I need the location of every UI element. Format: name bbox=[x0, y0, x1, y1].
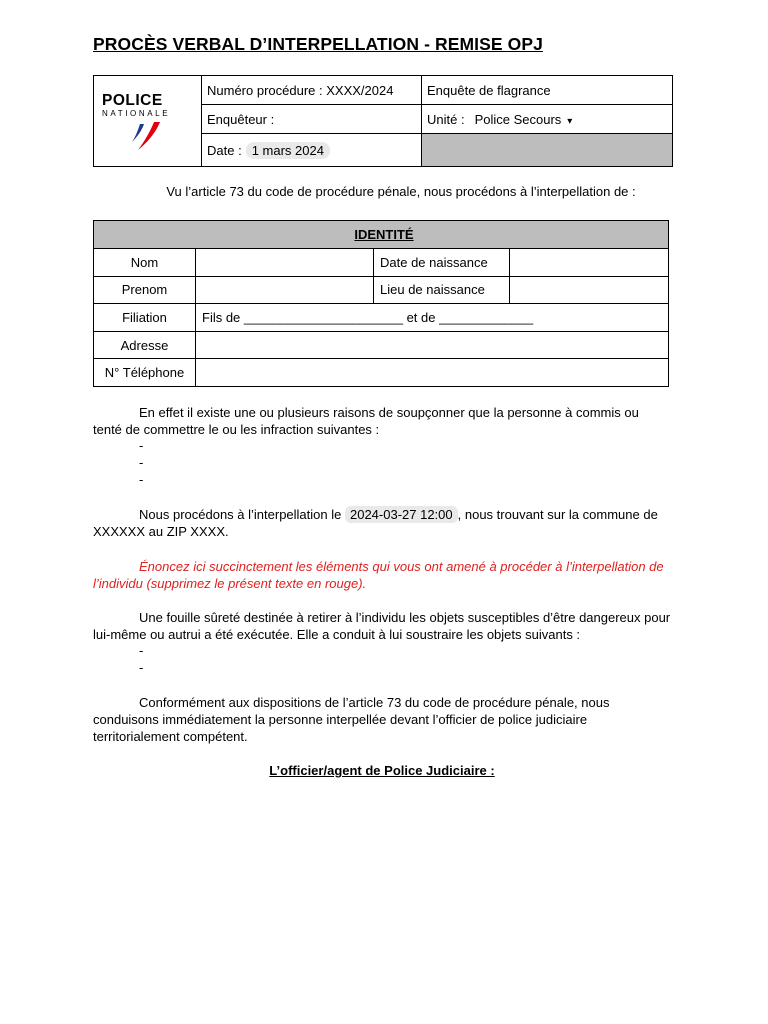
numero-procedure-cell bbox=[202, 76, 422, 105]
logo-line1: POLICE bbox=[102, 92, 163, 109]
date-naissance-label: Date de naissance bbox=[374, 249, 510, 277]
unite-cell bbox=[422, 105, 672, 134]
enquete-type-cell bbox=[422, 76, 672, 105]
interpellation-paragraph bbox=[93, 506, 671, 540]
interpellation-before: Nous procédons à l’interpellation le bbox=[139, 507, 342, 522]
chevron-down-icon: ▾ bbox=[567, 115, 573, 127]
unite-dropdown[interactable] bbox=[469, 111, 579, 128]
tricolor-swoosh-icon bbox=[132, 120, 166, 150]
date-label: Date : bbox=[207, 142, 242, 158]
date-naissance-field[interactable] bbox=[510, 249, 669, 277]
nom-field[interactable] bbox=[196, 249, 374, 277]
empty-grey-cell bbox=[422, 134, 672, 166]
enquete-type-label: Enquête de flagrance bbox=[427, 82, 551, 98]
infraction-dash-3: - bbox=[139, 472, 144, 487]
logo-line2: NATIONALE bbox=[102, 109, 171, 118]
infraction-dash-2: - bbox=[139, 455, 144, 470]
signature-block bbox=[93, 762, 671, 779]
nom-label: Nom bbox=[94, 249, 196, 277]
lieu-naissance-field[interactable] bbox=[510, 276, 669, 304]
interpellation-after: , nous trouvant sur la commune de XXXXXX au ZIP XXXX. bbox=[93, 507, 658, 539]
intro-text: Vu l’article 73 du code de procédure pénale, nous procédons à l’interpellation de : bbox=[166, 184, 636, 199]
objet-dash-2: - bbox=[139, 660, 144, 675]
signature-label: L’officier/agent de Police Judiciaire : bbox=[269, 763, 495, 778]
enqueteur-label: Enquêteur : bbox=[207, 111, 275, 127]
numero-procedure-label: Numéro procédure : XXXX/2024 bbox=[207, 82, 394, 98]
conformement-paragraph: Conformément aux dispositions de l’article 73 du code de procédure pénale, nous conduisons immédiatement la personne interpellée devant l’officier de police judiciaire territorialement compétent. bbox=[93, 695, 610, 744]
police-nationale-logo bbox=[94, 76, 202, 166]
objet-dash-1: - bbox=[139, 643, 144, 658]
infraction-dash-1: - bbox=[139, 438, 144, 453]
prenom-field[interactable] bbox=[196, 276, 374, 304]
telephone-label: N° Téléphone bbox=[94, 359, 196, 387]
filiation-field[interactable]: Fils de ______________________ et de _____________ bbox=[196, 304, 669, 332]
identity-table bbox=[93, 220, 669, 387]
raisons-paragraph: En effet il existe une ou plusieurs raisons de soupçonner que la personne à commis ou tenté de commettre le ou les infraction suivantes : bbox=[93, 405, 639, 437]
red-instruction-note: Énoncez ici succinctement les éléments qui vous ont amené à procéder à l’interpellation de l’individu (supprimez le présent texte en rouge). bbox=[93, 559, 664, 591]
telephone-field[interactable] bbox=[196, 359, 669, 387]
header-table bbox=[93, 75, 673, 167]
prenom-label: Prenom bbox=[94, 276, 196, 304]
filiation-label: Filiation bbox=[94, 304, 196, 332]
date-cell bbox=[202, 134, 422, 166]
fouille-paragraph: Une fouille sûreté destinée à retirer à l’individu les objets susceptibles d’être dangereux pour lui-même ou autrui a été exécutée. Elle a conduit à lui soustraire les objets suivants : bbox=[93, 610, 671, 642]
unite-value: Police Secours bbox=[474, 111, 562, 127]
date-picker[interactable]: 1 mars 2024 bbox=[246, 142, 330, 159]
identity-heading: IDENTITÉ bbox=[94, 221, 669, 249]
enqueteur-cell[interactable] bbox=[202, 105, 422, 134]
interpellation-datetime-field[interactable]: 2024-03-27 12:00 bbox=[345, 506, 458, 523]
unite-label: Unité : bbox=[427, 111, 465, 127]
lieu-naissance-label: Lieu de naissance bbox=[374, 276, 510, 304]
adresse-label: Adresse bbox=[94, 331, 196, 359]
document-title: PROCÈS VERBAL D’INTERPELLATION - REMISE OPJ bbox=[93, 34, 543, 54]
adresse-field[interactable] bbox=[196, 331, 669, 359]
